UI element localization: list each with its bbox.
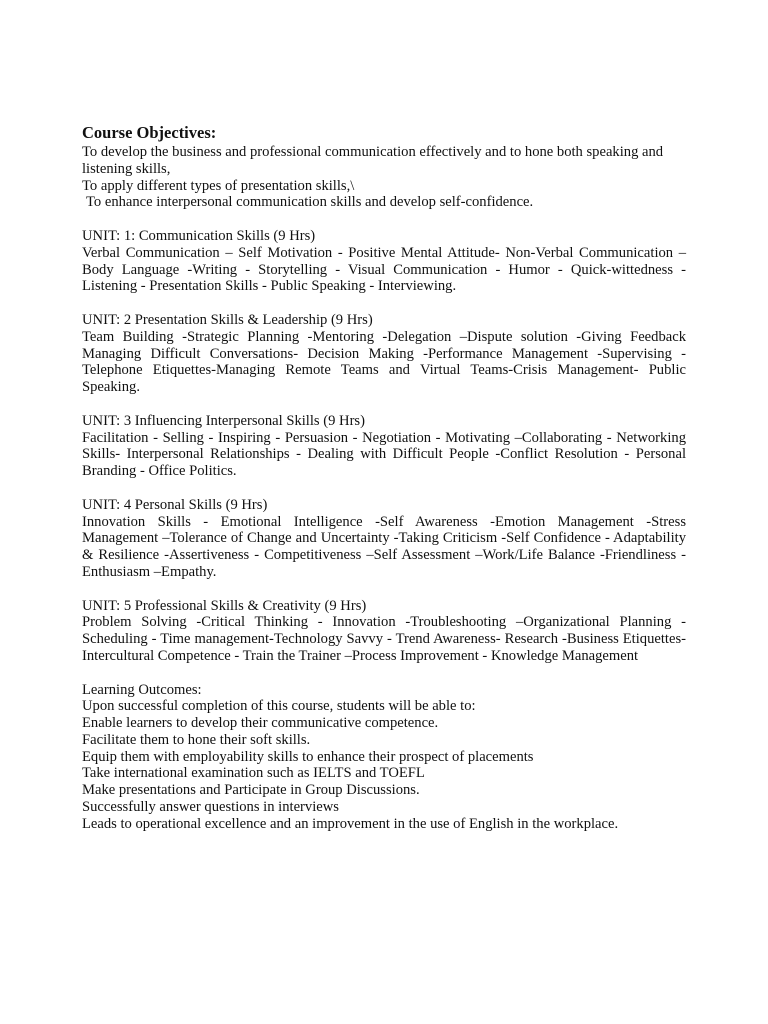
spacer [82, 396, 686, 413]
learning-outcomes-section [82, 682, 686, 833]
unit-1-body: Verbal Communication – Self Motivation - Positive Mental Attitude- Non-Verbal Communication – Body Language -Writing - Storytelling - Visual Communication - Humor - Quick-wittedness - Listening - Presentation Skills - Public Speaking - Interviewing. [82, 244, 686, 295]
objective-1: To develop the business and professional communication effectively and to hone both speaking and listening skills, [82, 144, 664, 177]
unit-2-body: Team Building -Strategic Planning -Mentoring -Delegation –Dispute solution -Giving Feedback Managing Difficult Conversations- Decision Making -Performance Management -Supervising - Telephone Etiquettes-Managing Remote Teams and Virtual Teams-Crisis Management- Public Speaking. [82, 328, 686, 396]
course-objectives-heading: Course Objectives: [82, 123, 217, 142]
outcome-item: Make presentations and Participate in Group Discussions. [82, 782, 420, 799]
learning-outcomes-heading: Learning Outcomes: [82, 681, 202, 698]
outcome-item: Equip them with employability skills to enhance their prospect of placements [82, 748, 534, 765]
spacer [82, 665, 686, 682]
unit-5-body: Problem Solving -Critical Thinking - Innovation -Troubleshooting –Organizational Planning - Scheduling - Time management-Technology Savvy - Trend Awareness- Research -Business Etiquettes- Intercultural Competence - Train the Trainer –Process Improvement - Knowledge Management [82, 614, 686, 664]
unit-5-section [82, 598, 686, 665]
spacer [82, 480, 686, 497]
course-objectives-section [82, 123, 686, 211]
unit-3-title: UNIT: 3 Influencing Interpersonal Skills (9 Hrs) [82, 412, 365, 429]
unit-2-section [82, 312, 686, 396]
outcome-item: Facilitate them to hone their soft skills. [82, 731, 311, 748]
document-page [82, 123, 686, 833]
unit-5-title: UNIT: 5 Professional Skills & Creativity (9 Hrs) [82, 597, 367, 614]
unit-2-title: UNIT: 2 Presentation Skills & Leadership (9 Hrs) [82, 311, 373, 328]
objective-2: To apply different types of presentation skills,\ [82, 177, 355, 194]
unit-4-title: UNIT: 4 Personal Skills (9 Hrs) [82, 496, 268, 513]
unit-3-body: Facilitation - Selling - Inspiring - Persuasion - Negotiation - Motivating –Collaborating - Networking Skills- Interpersonal Relationships - Dealing with Difficult People -Conflict Resolution - Personal Branding - Office Politics. [82, 429, 686, 480]
unit-1-title: UNIT: 1: Communication Skills (9 Hrs) [82, 227, 316, 244]
unit-4-section [82, 497, 686, 581]
unit-4-body: Innovation Skills - Emotional Intelligence -Self Awareness -Emotion Management -Stress Management –Tolerance of Change and Uncertainty -Taking Criticism -Self Confidence - Adaptability & Resilience -Assertiveness - Competitiveness –Self Assessment –Work/Life Balance -Friendliness -Enthusiasm –Empathy. [82, 513, 686, 580]
outcome-item: Take international examination such as IELTS and TOEFL [82, 765, 425, 782]
outcome-item: Successfully answer questions in interviews [82, 799, 339, 816]
learning-outcomes-intro: Upon successful completion of this course, students will be able to: [82, 698, 476, 715]
spacer [82, 581, 686, 598]
unit-1-section [82, 228, 686, 295]
spacer [82, 211, 686, 228]
outcome-item: Leads to operational excellence and an improvement in the use of English in the workplace. [82, 815, 619, 832]
objective-3: To enhance interpersonal communication skills and develop self-confidence. [86, 194, 534, 211]
spacer [82, 295, 686, 312]
unit-3-section [82, 413, 686, 480]
outcome-item: Enable learners to develop their communicative competence. [82, 715, 439, 732]
